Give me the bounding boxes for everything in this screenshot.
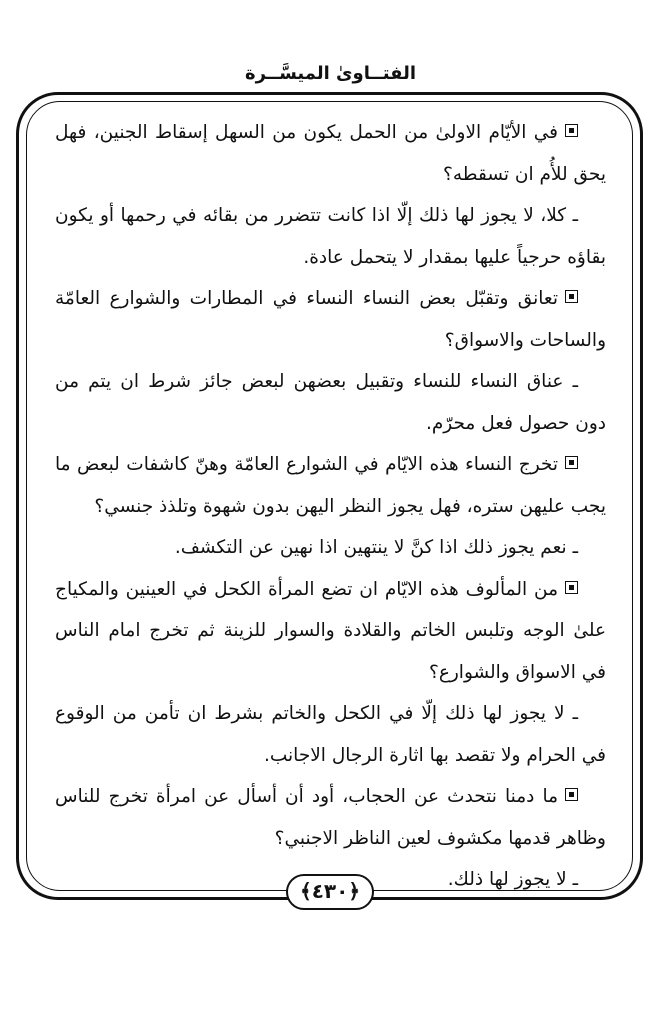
question-block	[55, 569, 606, 694]
question-block	[55, 278, 606, 361]
question-marker-icon	[565, 456, 578, 469]
page-body	[55, 112, 606, 901]
answer-text: ـ عناق النساء للنساء وتقبيل بعضهن لبعض جائز شرط ان يتم من دون حصول فعل محرّم.	[55, 371, 606, 434]
question-text: من المألوف هذه الايّام ان تضع المرأة الكحل في العينين والمكياج علىٰ الوجه وتلبس الخاتم والقلادة والسوار للزينة ثم تخرج امام الناس في الاسواق والشوارع؟	[55, 578, 606, 683]
answer-text: ـ كلا، لا يجوز لها ذلك إلّا اذا كانت تتضرر من بقائه في رحمها أو يكون بقاؤه حرجياً عليها بمقدار لا يتحمل عادة.	[55, 205, 606, 268]
question-marker-icon	[565, 581, 578, 594]
question-text: ما دمنا نتحدث عن الحجاب، أود أن أسأل عن امرأة تخرج للناس وظاهر قدمها مكشوف لعين الناظر الاجنبي؟	[55, 786, 606, 849]
question-block	[55, 776, 606, 859]
question-marker-icon	[565, 290, 578, 303]
answer-block	[55, 195, 606, 278]
question-text: تعانق وتقبّل بعض النساء النساء في المطارات والشوارع العامّة والساحات والاسواق؟	[55, 288, 606, 351]
running-header: الفتــاوىٰ الميسَّــرة	[244, 63, 417, 84]
question-text: تخرج النساء هذه الايّام في الشوارع العامّة وهنّ كاشفات لبعض ما يجب عليهن ستره، فهل يجوز النظر اليهن بدون شهوة وتلذذ جنسي؟	[55, 454, 606, 517]
page-number: ﴿٤٣٠﴾	[286, 874, 374, 910]
answer-text: ـ لا يجوز لها ذلك.	[447, 869, 578, 890]
answer-block	[55, 693, 606, 776]
question-marker-icon	[565, 788, 578, 801]
question-block	[55, 444, 606, 527]
question-marker-icon	[565, 124, 578, 137]
answer-block	[55, 527, 606, 569]
question-text: في الأيّام الاولىٰ من الحمل يكون من السهل إسقاط الجنين، فهل يحق للأُم ان تسقطه؟	[55, 122, 606, 185]
answer-text: ـ نعم يجوز ذلك اذا كنَّ لا ينتهين اذا نهين عن التكشف.	[174, 537, 578, 558]
answer-text: ـ لا يجوز لها ذلك إلّا في الكحل والخاتم بشرط ان تأمن من الوقوع في الحرام ولا تقصد بها اثارة الرجال الاجانب.	[55, 703, 606, 766]
answer-block	[55, 361, 606, 444]
question-block	[55, 112, 606, 195]
